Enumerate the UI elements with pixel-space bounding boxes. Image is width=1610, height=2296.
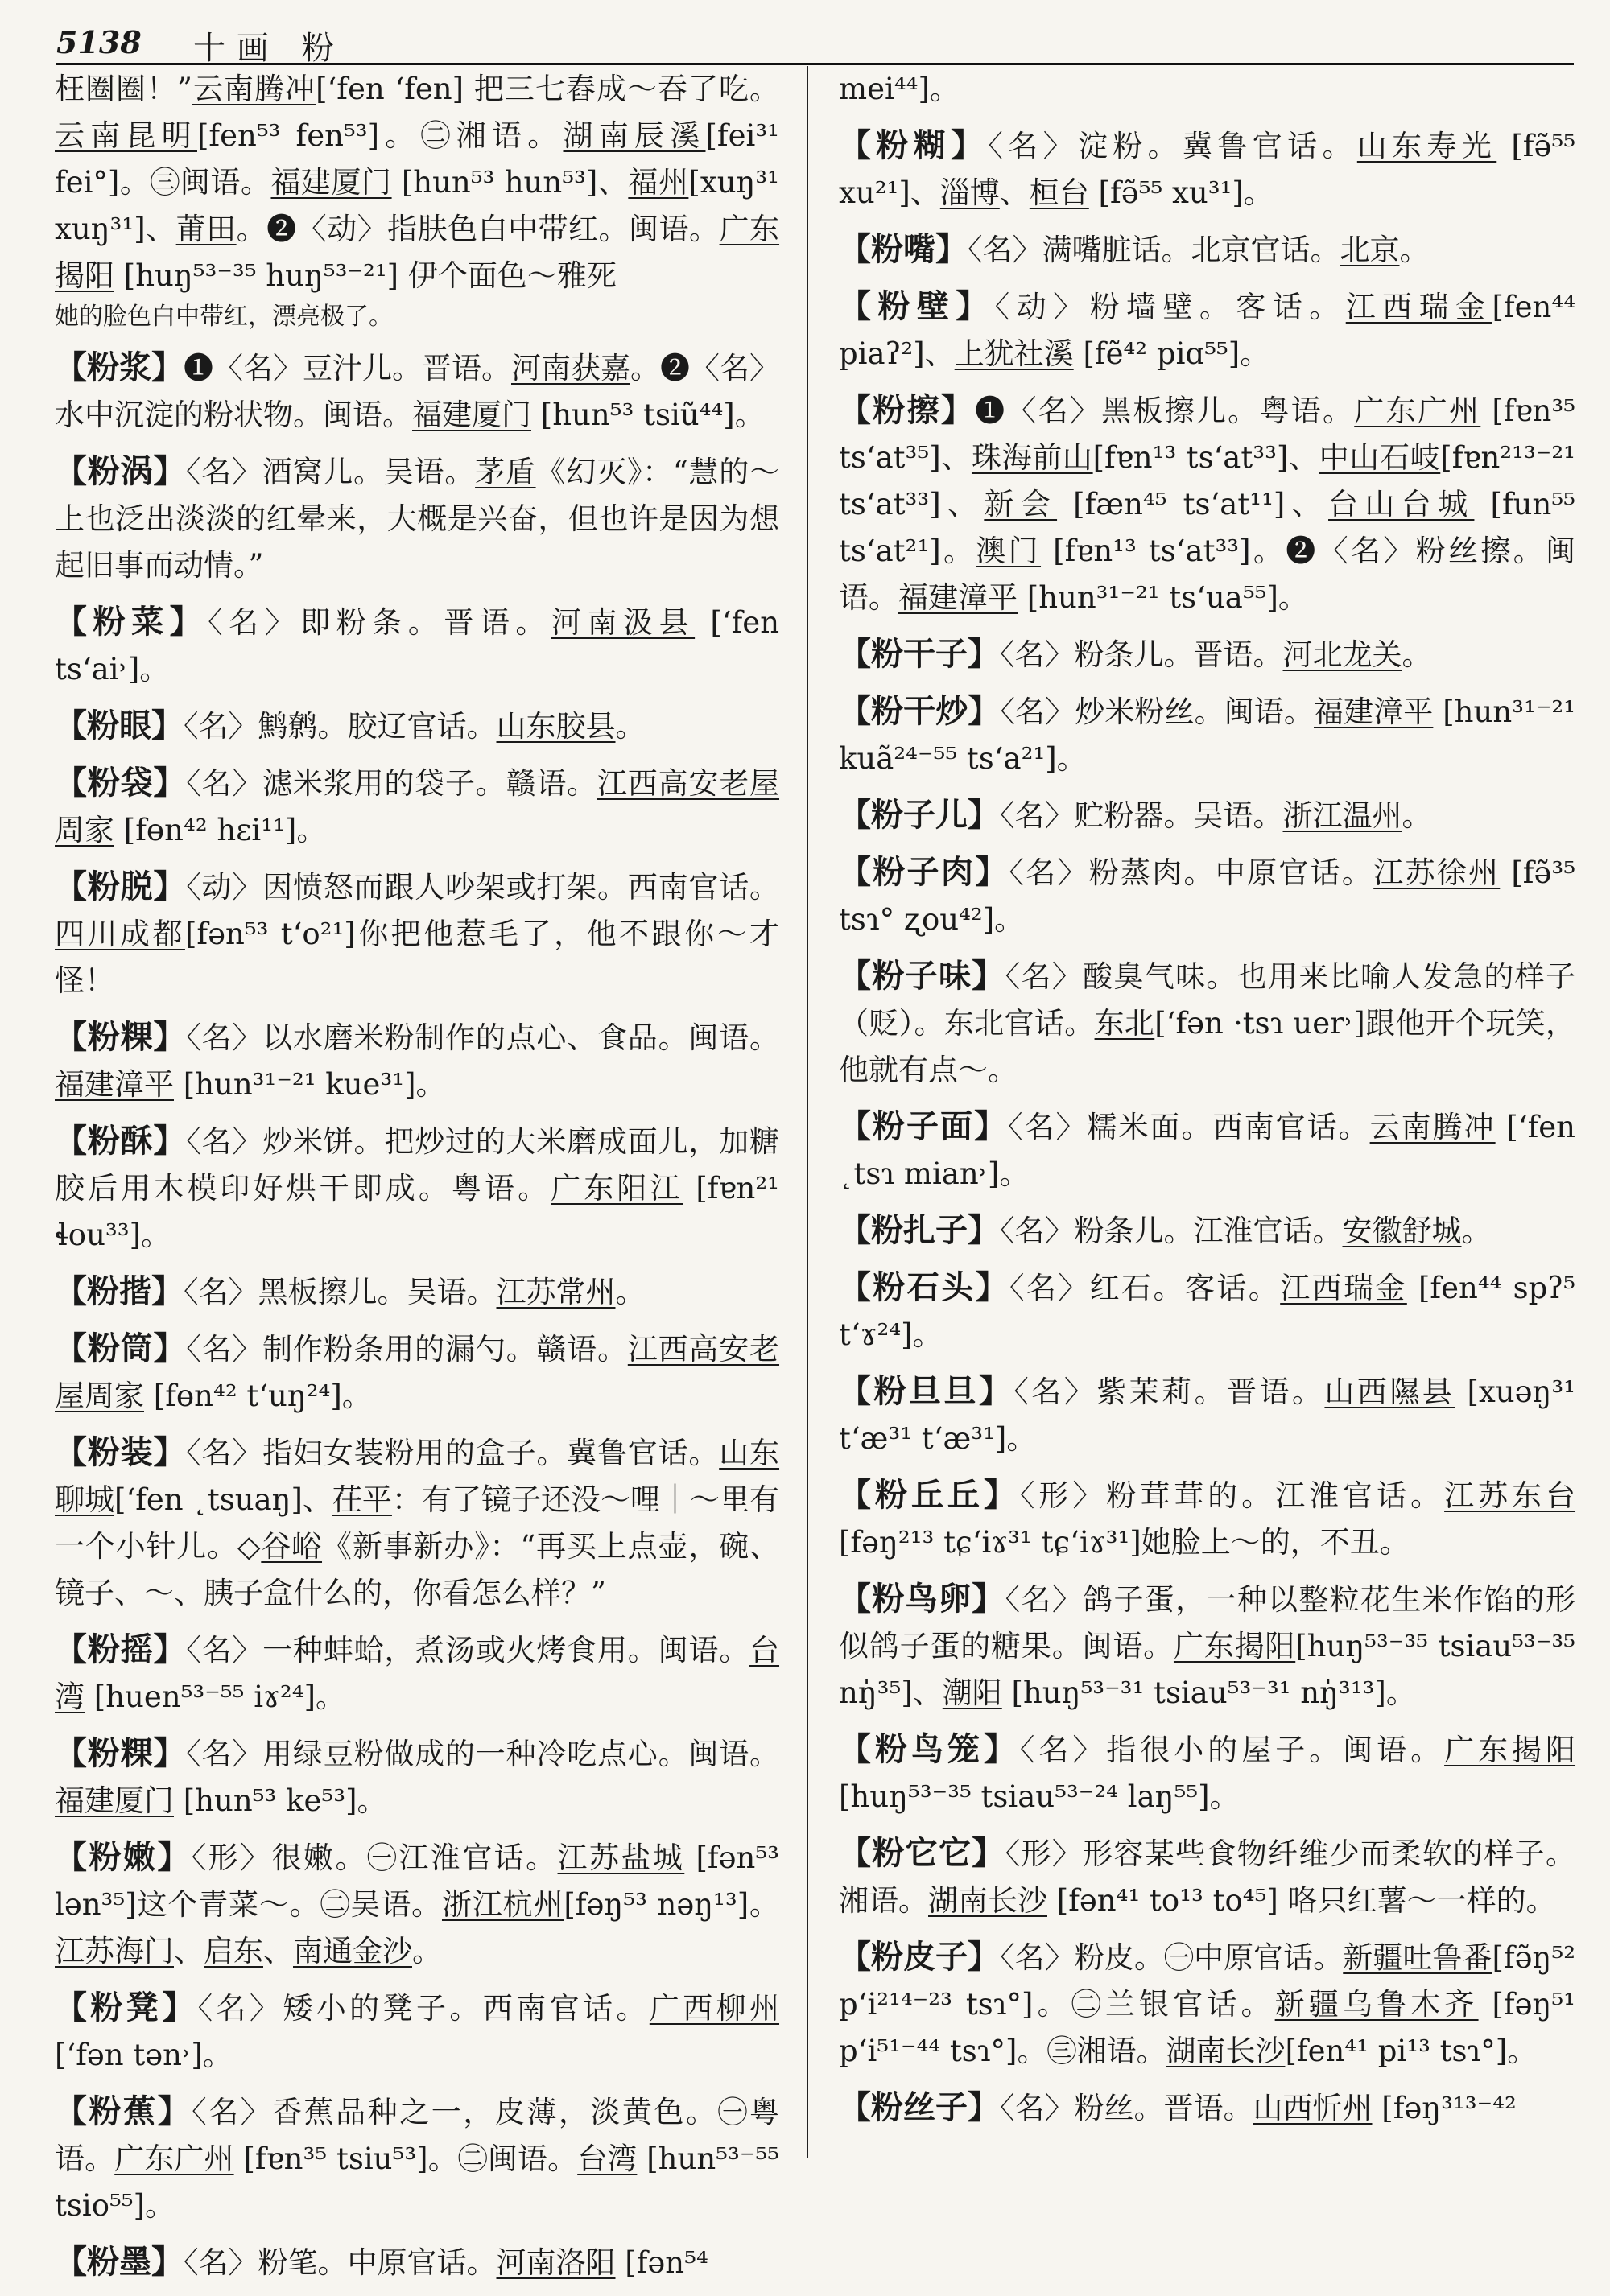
dictionary-entry bbox=[55, 1985, 779, 2079]
headword: 【粉丝子】 bbox=[839, 2088, 1000, 2126]
entry-text: [hun⁵³⁻⁵⁵ tsio⁵⁵]。 bbox=[55, 2141, 780, 2223]
example-gloss: 她的脸色白中带红，漂亮极了。 bbox=[55, 303, 393, 331]
place-name: 中山石岐 bbox=[1319, 440, 1441, 475]
entry-text: [fɐn¹³ tsʻat³³]、 bbox=[1092, 440, 1319, 475]
headword: 【粉壁】 bbox=[839, 287, 995, 325]
entry-text: 〈名〉一种蚌蛤，煮汤或火烤食用。闽语。 bbox=[186, 1633, 750, 1667]
entry-text: [ʻfen tsʻai˒]。 bbox=[55, 605, 780, 686]
headword: 【粉装】 bbox=[55, 1433, 187, 1471]
dictionary-entry bbox=[55, 703, 779, 750]
dictionary-entry bbox=[55, 448, 779, 589]
entry-text: [fɐn³⁵ tsʻat³⁵]、 bbox=[839, 394, 1576, 475]
entry-text: [fen⁴⁴ piaʔ²]、 bbox=[839, 290, 1576, 371]
headword: 【粉粿】 bbox=[55, 1734, 187, 1772]
entry-text: 、 bbox=[999, 175, 1030, 210]
entry-text: [fɐn²¹³⁻²¹ tsʻat³³]、 bbox=[839, 440, 1575, 521]
headword: 【粉干炒】 bbox=[839, 692, 1001, 730]
place-name: 湖南长沙 bbox=[1166, 2034, 1286, 2068]
place-name: 浙江杭州 bbox=[441, 1887, 564, 1922]
entry-text: [fen⁵³ fen⁵³]。㊁湘语。 bbox=[196, 118, 564, 153]
place-name: 广西柳州 bbox=[649, 1991, 780, 2026]
entry-text: 〈名〉指很小的屋子。闽语。 bbox=[1019, 1733, 1445, 1767]
headword: 【粉擦】 bbox=[839, 391, 976, 429]
dictionary-entry bbox=[839, 792, 1575, 839]
dictionary-entry bbox=[839, 226, 1575, 274]
entry-text: 〈名〉红石。客话。 bbox=[1009, 1271, 1281, 1305]
page-number: 5138 bbox=[56, 24, 142, 60]
place-name: 上犹社溪 bbox=[954, 336, 1074, 371]
entry-text: [hun⁵³ tsiũ⁴⁴]。 bbox=[531, 398, 765, 432]
headword: 【粉眼】 bbox=[55, 707, 184, 744]
entry-text: ❶〈名〉黑板擦儿。粤语。 bbox=[975, 394, 1355, 428]
entry-text: 〈名〉矮小的凳子。西南官话。 bbox=[197, 1991, 650, 2026]
entry-text: [hun⁵³ ke⁵³]。 bbox=[174, 1783, 387, 1818]
dictionary-entry bbox=[839, 688, 1575, 782]
entry-text: [fɐn²¹ ɬou³³]。 bbox=[55, 1171, 780, 1252]
place-name: 南通金沙 bbox=[293, 1934, 412, 1968]
right-column bbox=[839, 66, 1575, 2141]
entry-text: [fẽ⁴² piɑ⁵⁵]。 bbox=[1073, 336, 1270, 371]
place-name: 江西瑞金 bbox=[1280, 1271, 1407, 1305]
entry-text: 〈动〉粉墙壁。客话。 bbox=[994, 290, 1346, 324]
entry-text: 〈形〉粉茸茸的。江淮官话。 bbox=[1019, 1478, 1445, 1513]
entry-text: 〈名〉滤米浆用的袋子。赣语。 bbox=[186, 766, 597, 801]
headword: 【粉浆】 bbox=[55, 348, 184, 386]
dictionary-entry bbox=[839, 1726, 1575, 1820]
place-name: 江西高安老屋周家 bbox=[55, 766, 780, 847]
place-name: 广东揭阳 bbox=[55, 212, 780, 293]
dictionary-entry bbox=[55, 66, 779, 335]
entry-text: [fəŋ⁵¹ pʻi⁵¹⁻⁴⁴ tsɿ°]。㊂湘语。 bbox=[839, 1987, 1575, 2068]
entry-text: 〈名〉用绿豆粉做成的一种冷吃点心。闽语。 bbox=[186, 1737, 780, 1771]
entry-text: 、 bbox=[263, 1934, 293, 1968]
entry-text: [hun⁵³ hun⁵³]、 bbox=[391, 165, 629, 200]
headword: 【粉摇】 bbox=[55, 1630, 187, 1668]
dictionary-entry bbox=[55, 1626, 779, 1721]
place-name: 福州 bbox=[628, 165, 689, 200]
entry-text: [huen⁵³⁻⁵⁵ iɤ²⁴]。 bbox=[85, 1680, 346, 1714]
headword: 【粉嫩】 bbox=[55, 1838, 192, 1876]
dictionary-entry bbox=[55, 2088, 779, 2229]
place-name: 山西隰县 bbox=[1324, 1375, 1455, 1409]
entry-text: [hun³¹⁻²¹ kue³¹]。 bbox=[174, 1067, 446, 1102]
entry-text: 。❷〈动〉指肤色白中带红。闽语。 bbox=[236, 212, 720, 246]
place-name: 湖南长沙 bbox=[928, 1883, 1047, 1918]
dictionary-entry bbox=[839, 2084, 1575, 2132]
place-name: 江苏海门 bbox=[55, 1934, 174, 1968]
entry-text: 〈形〉很嫩。㊀江淮官话。 bbox=[191, 1841, 558, 1875]
headword: 【粉子肉】 bbox=[839, 853, 1009, 891]
dictionary-entry bbox=[839, 1576, 1575, 1717]
entry-text: [fə̃ŋ⁵² pʻi²¹⁴⁻²³ tsɿ°]。㊁兰银官话。 bbox=[839, 1940, 1576, 2022]
entry-text: 〈名〉炒米粉丝。闽语。 bbox=[1000, 695, 1314, 729]
entry-text: [xuŋ³¹ xuŋ³¹]、 bbox=[55, 165, 780, 246]
place-name: 云南腾冲 bbox=[1369, 1110, 1496, 1144]
place-name: 河南获嘉 bbox=[511, 351, 630, 385]
entry-text: 〈形〉形容某些食物纤维少而柔软的样子。湘语。 bbox=[839, 1836, 1576, 1918]
entry-text: 〈名〉黑板擦儿。吴语。 bbox=[184, 1275, 497, 1309]
place-name: 台湾 bbox=[577, 2141, 638, 2176]
entry-text: [fən⁵³ tʻo²¹]你把他惹毛了，他不跟你～才怪！ bbox=[55, 917, 779, 998]
dictionary-entry bbox=[839, 122, 1575, 216]
place-name: 福建漳平 bbox=[55, 1067, 174, 1102]
place-name: 江苏东台 bbox=[1444, 1478, 1576, 1513]
entry-text: 〈名〉酸臭气味。也用来比喻人发急的样子（贬）。东北官话。 bbox=[839, 959, 1576, 1041]
entry-text: 〈名〉贮粉器。吴语。 bbox=[1000, 798, 1283, 833]
dictionary-entry bbox=[55, 1834, 779, 1975]
place-name: 淄博 bbox=[939, 175, 1000, 210]
place-name: 湖南辰溪 bbox=[563, 118, 706, 153]
headword: 【粉子儿】 bbox=[839, 796, 1000, 834]
place-name: 山东聊城 bbox=[55, 1436, 780, 1517]
dictionary-entry bbox=[839, 1207, 1575, 1255]
dictionary-entry bbox=[839, 1830, 1575, 1924]
entry-text: 。 bbox=[1402, 798, 1432, 833]
place-name: 江西高安老屋周家 bbox=[55, 1332, 780, 1413]
entry-text: [fɵn⁴² hɛi¹¹]。 bbox=[114, 813, 327, 847]
entry-text: [huŋ⁵³⁻³⁵ tsiau⁵³⁻²⁴ laŋ⁵⁵]。 bbox=[839, 1779, 1240, 1814]
place-name: 新疆吐鲁番 bbox=[1343, 1940, 1492, 1975]
dictionary-entry bbox=[839, 1103, 1575, 1197]
place-name: 山东胶县 bbox=[496, 709, 616, 744]
place-name: 江苏盐城 bbox=[557, 1841, 685, 1875]
dictionary-entry bbox=[839, 66, 1575, 113]
entry-text: [ʻfən tən˒]。 bbox=[55, 2038, 233, 2072]
headword: 【粉鸟笼】 bbox=[839, 1730, 1020, 1768]
dictionary-entry bbox=[839, 849, 1575, 943]
headword: 【粉筒】 bbox=[55, 1329, 187, 1367]
entry-text: [huŋ⁵³⁻³¹ tsiau⁵³⁻³¹ nŋ̍³¹³]。 bbox=[1001, 1676, 1416, 1710]
entry-text: [ʻfən ·tsɿ uer˒]跟他开个玩笑，他就有点～。 bbox=[839, 1006, 1576, 1087]
headword: 【粉脱】 bbox=[55, 868, 187, 905]
dictionary-entry bbox=[839, 631, 1575, 678]
entry-text: 〈动〉因愤怒而跟人吵架或打架。西南官话。 bbox=[186, 870, 780, 905]
entry-text: [fəŋ²¹³ tɕʻiɤ³¹ tɕʻiɤ³¹]她脸上～的，不丑。 bbox=[839, 1525, 1410, 1560]
place-name: 台山台城 bbox=[1328, 487, 1475, 521]
entry-text: [huŋ⁵³⁻³⁵ huŋ⁵³⁻²¹] 伊个面色～雅死 bbox=[114, 258, 617, 293]
entry-text: [fəŋ³¹³⁻⁴² bbox=[1372, 2091, 1517, 2125]
dictionary-entry bbox=[839, 387, 1575, 621]
running-head: 十画 粉 bbox=[193, 30, 345, 67]
place-name: 河南洛阳 bbox=[496, 2245, 616, 2280]
headword: 【粉子面】 bbox=[839, 1107, 1009, 1145]
entry-text: [fə̃⁵⁵ xu²¹]、 bbox=[839, 129, 1576, 210]
entry-text: 〈名〉粉皮。㊀中原官话。 bbox=[1000, 1940, 1344, 1975]
entry-text: 〈名〉淀粉。冀鲁官话。 bbox=[988, 129, 1357, 163]
place-name: 福建漳平 bbox=[898, 580, 1018, 615]
place-name: 茌平 bbox=[332, 1482, 392, 1517]
entry-text: [fɵn⁴² tʻuŋ²⁴]。 bbox=[144, 1379, 372, 1413]
entry-text: 。❷〈名〉水中沉淀的粉状物。闽语。 bbox=[55, 351, 779, 432]
page-header bbox=[56, 18, 1570, 67]
entry-text: [hun³¹⁻²¹ kuã²⁴⁻⁵⁵ tsʻa²¹]。 bbox=[839, 695, 1576, 776]
headword: 【粉菜】 bbox=[55, 603, 208, 641]
place-name: 河北龙关 bbox=[1282, 637, 1402, 672]
entry-text: [ʻfen ˛tsɿ mian˒]。 bbox=[839, 1110, 1576, 1191]
entry-text: 〈名〉粉条儿。江淮官话。 bbox=[1000, 1214, 1343, 1248]
place-name: 云南腾冲 bbox=[192, 72, 316, 106]
headword: 【粉墨】 bbox=[55, 2243, 184, 2281]
entry-text: 〈名〉制作粉条用的漏勺。赣语。 bbox=[186, 1332, 628, 1366]
entry-text: 枉圈圈！” bbox=[55, 72, 192, 106]
place-name: 新疆乌鲁木齐 bbox=[1274, 1987, 1479, 2022]
headword: 【粉扎子】 bbox=[839, 1211, 1000, 1249]
place-name: 广东广州 bbox=[114, 2141, 234, 2176]
dictionary-entry bbox=[839, 1934, 1575, 2075]
headword: 【粉凳】 bbox=[55, 1989, 198, 2026]
entry-text: [fen⁴⁴ spʔ⁵ tʻɤ²⁴]。 bbox=[839, 1271, 1576, 1352]
entry-text: 〈名〉粉条儿。晋语。 bbox=[1000, 637, 1283, 672]
headword: 【粉酥】 bbox=[55, 1122, 187, 1160]
place-name: 广东广州 bbox=[1354, 394, 1481, 428]
entry-text: [fæn⁴⁵ tsʻat¹¹]、 bbox=[1057, 487, 1329, 521]
dictionary-entry bbox=[55, 1325, 779, 1420]
place-name: 茅盾 bbox=[475, 455, 536, 489]
entry-text: [fən⁵³ lən³⁵]这个青菜～。㊁吴语。 bbox=[55, 1841, 780, 1922]
headword: 【粉嘴】 bbox=[839, 230, 968, 268]
entry-text: 、 bbox=[174, 1934, 204, 1968]
entry-text: [xuəŋ³¹ tʻæ³¹ tʻæ³¹]。 bbox=[839, 1375, 1576, 1456]
headword: 【粉粿】 bbox=[55, 1018, 187, 1056]
place-name: 北京 bbox=[1340, 233, 1400, 267]
headword: 【粉袋】 bbox=[55, 764, 187, 802]
headword: 【粉鸟卵】 bbox=[839, 1580, 1005, 1618]
entry-text: 。 bbox=[1402, 637, 1432, 672]
place-name: 澳门 bbox=[976, 534, 1042, 568]
dictionary-entry bbox=[55, 1268, 779, 1316]
entry-text: [huŋ⁵³⁻³⁵ tsiau⁵³⁻³⁵ nŋ̍³⁵]、 bbox=[839, 1629, 1576, 1710]
headword: 【粉干子】 bbox=[839, 635, 1000, 673]
entry-text: 《幻灭》：“慧的～上也泛出淡淡的红晕来，大概是兴奋，但也许是因为想起旧事而动情。” bbox=[55, 455, 780, 583]
entry-text: [fən⁴¹ to¹³ to⁴⁵] 咯只红薯～一样的。 bbox=[1047, 1883, 1556, 1918]
place-name: 福建漳平 bbox=[1314, 695, 1434, 729]
headword: 【粉糊】 bbox=[839, 126, 989, 164]
entry-text: [fen⁴¹ pi¹³ tsɿ°]。 bbox=[1285, 2034, 1538, 2068]
place-name: 福建厦门 bbox=[55, 1783, 174, 1818]
dictionary-entry bbox=[55, 1429, 779, 1617]
place-name: 山东寿光 bbox=[1356, 129, 1497, 163]
entry-text: [fə̃³⁵ tsɿ° ʐou⁴²]。 bbox=[839, 855, 1576, 937]
entry-text: 〈名〉粉蒸肉。中原官话。 bbox=[1009, 855, 1374, 890]
place-name: 广东阳江 bbox=[551, 1171, 683, 1206]
dictionary-entry bbox=[839, 1472, 1575, 1566]
left-column bbox=[55, 66, 779, 2296]
entry-text: 〈名〉即粉条。晋语。 bbox=[208, 605, 551, 640]
dictionary-entry bbox=[55, 599, 779, 693]
headword: 【粉子味】 bbox=[839, 957, 1005, 995]
entry-text: [fə̃⁵⁵ xu³¹]。 bbox=[1088, 175, 1274, 210]
entry-text: 。 bbox=[1399, 233, 1430, 267]
entry-text: [ʻfen ˛tsuaŋ]、 bbox=[114, 1482, 332, 1517]
place-name: 福建厦门 bbox=[270, 165, 392, 200]
entry-text: [fɐn¹³ tsʻat³³]。❷〈名〉粉丝擦。闽语。 bbox=[839, 534, 1575, 615]
place-name: 潮阳 bbox=[942, 1676, 1002, 1710]
headword: 【粉涡】 bbox=[55, 452, 187, 490]
place-name: 浙江温州 bbox=[1282, 798, 1402, 833]
headword: 【粉旦旦】 bbox=[839, 1372, 1014, 1410]
dictionary-entry bbox=[839, 1264, 1575, 1358]
entry-text: [fɐn³⁵ tsiu⁵³]。㊁闽语。 bbox=[233, 2141, 578, 2176]
entry-text: 〈名〉酒窝儿。吴语。 bbox=[186, 455, 476, 489]
entry-text: 〈名〉香蕉品种之一，皮薄，淡黄色。㊀粤语。 bbox=[55, 2095, 780, 2176]
place-name: 广东揭阳 bbox=[1173, 1629, 1296, 1663]
place-name: 莆田 bbox=[175, 212, 237, 246]
entry-text: [fun⁵⁵ tsʻat²¹]。 bbox=[839, 487, 1576, 568]
entry-text: 〈名〉粉笔。中原官话。 bbox=[184, 2245, 497, 2280]
place-name: 台湾 bbox=[55, 1633, 780, 1714]
entry-text: 《新事新办》：“再买上点壶，碗、镜子、～、胰子盒什么的，你看怎么样？” bbox=[55, 1529, 779, 1610]
headword: 【粉丘丘】 bbox=[839, 1476, 1020, 1514]
headword: 【粉石头】 bbox=[839, 1268, 1010, 1306]
entry-text: 。 bbox=[615, 709, 646, 744]
entry-text: [hun³¹⁻²¹ tsʻua⁵⁵]。 bbox=[1018, 580, 1308, 615]
headword: 【粉揩】 bbox=[55, 1272, 184, 1310]
dictionary-entry bbox=[55, 1730, 779, 1824]
column-divider bbox=[807, 66, 808, 2158]
place-name: 江西瑞金 bbox=[1345, 290, 1492, 324]
headword: 【粉皮子】 bbox=[839, 1938, 1001, 1976]
place-name: 谷峪 bbox=[261, 1529, 323, 1564]
dictionary-entry bbox=[55, 1014, 779, 1108]
entry-text: [fəŋ⁵³ nəŋ¹³]。 bbox=[564, 1887, 780, 1922]
place-name: 山西忻州 bbox=[1253, 2091, 1373, 2125]
entry-text: 〈名〉鹪鹩。胶辽官话。 bbox=[184, 709, 497, 744]
entry-text: 。 bbox=[1461, 1214, 1492, 1248]
entry-text: 〈名〉糯米面。西南官话。 bbox=[1008, 1110, 1370, 1144]
entry-text: ：有了镜子还没～哩｜～里有一个小针儿。◇ bbox=[55, 1482, 780, 1564]
header-rule bbox=[56, 63, 1574, 65]
place-name: 桓台 bbox=[1029, 175, 1089, 210]
headword: 【粉它它】 bbox=[839, 1834, 1005, 1872]
entry-text: 〈名〉以水磨米粉制作的点心、食品。闽语。 bbox=[186, 1020, 780, 1055]
entry-text: 〈名〉炒米饼。把炒过的大米磨成面儿，加糖胶后用木模印好烘干即成。粤语。 bbox=[55, 1124, 780, 1206]
place-name: 云南昆明 bbox=[55, 118, 197, 153]
dictionary-entry bbox=[55, 1118, 779, 1259]
place-name: 河南汲县 bbox=[551, 605, 696, 640]
entry-text: 〈名〉鸽子蛋，一种以整粒花生米作馅的形似鸽子蛋的糖果。闽语。 bbox=[839, 1582, 1576, 1663]
place-name: 江苏徐州 bbox=[1373, 855, 1501, 890]
place-name: 启东 bbox=[204, 1934, 263, 1968]
entry-text: 。 bbox=[412, 1934, 442, 1968]
dictionary-entry bbox=[55, 2239, 779, 2286]
entry-text: 〈名〉紫茉莉。晋语。 bbox=[1013, 1375, 1325, 1409]
place-name: 珠海前山 bbox=[971, 440, 1093, 475]
entry-text: 〈名〉满嘴脏话。北京官话。 bbox=[968, 233, 1340, 267]
dictionary-entry bbox=[55, 344, 779, 439]
entry-text: 〈名〉指妇女装粉用的盒子。冀鲁官话。 bbox=[186, 1436, 720, 1470]
headword: 【粉蕉】 bbox=[55, 2092, 192, 2130]
place-name: 四川成都 bbox=[55, 917, 185, 951]
entry-text: [fei³¹ fei°]。㊂闽语。 bbox=[55, 118, 780, 200]
place-name: 福建厦门 bbox=[412, 398, 531, 432]
dictionary-entry bbox=[55, 864, 779, 1004]
dictionary-entry bbox=[839, 953, 1575, 1094]
dictionary-entry bbox=[55, 760, 779, 854]
entry-text: ❶〈名〉豆汁儿。晋语。 bbox=[184, 351, 511, 385]
place-name: 广东揭阳 bbox=[1444, 1733, 1576, 1767]
place-name: 安徽舒城 bbox=[1342, 1214, 1462, 1248]
dictionary-entry bbox=[839, 1368, 1575, 1462]
dictionary-entry bbox=[839, 283, 1575, 377]
place-name: 江苏常州 bbox=[496, 1275, 616, 1309]
entry-text: 。 bbox=[615, 1275, 646, 1309]
place-name: 新会 bbox=[984, 487, 1058, 521]
entry-text: mei⁴⁴]。 bbox=[839, 72, 960, 106]
entry-text: [fən⁵⁴ bbox=[615, 2245, 708, 2280]
place-name: 东北 bbox=[1094, 1006, 1155, 1041]
entry-text: 〈名〉粉丝。晋语。 bbox=[1000, 2091, 1253, 2125]
entry-text: [ʻfen ʻfen] 把三七舂成～吞了吃。 bbox=[316, 72, 779, 106]
